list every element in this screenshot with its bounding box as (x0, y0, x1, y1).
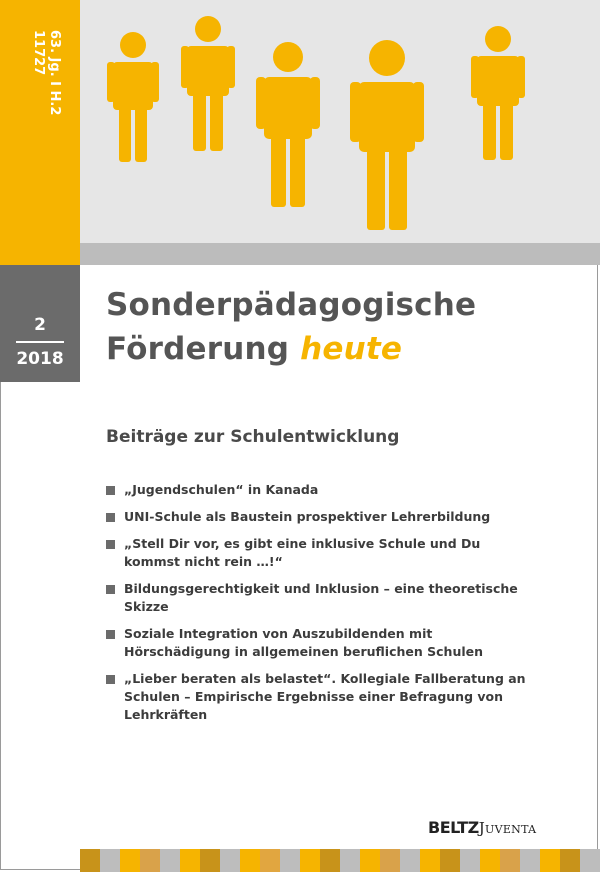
list-item (106, 670, 526, 724)
person-icon (350, 40, 424, 230)
title-main-word: Förderung (106, 331, 290, 367)
stripe-block (500, 849, 520, 872)
decorative-stripe-row (80, 849, 600, 872)
article-title: Soziale Integration von Auszubildenden mit Hörschädigung in allgemeinen beruflichen Schulen (124, 626, 484, 659)
person-icon (471, 26, 525, 160)
stripe-block (420, 849, 440, 872)
stripe-block (260, 849, 280, 872)
contents-list (106, 481, 526, 733)
stripe-block (240, 849, 260, 872)
person-icon (181, 16, 235, 151)
stripe-block (220, 849, 240, 872)
journal-code: 11727 (31, 30, 46, 76)
title-accent-word: heute (300, 331, 403, 367)
stripe-block (120, 849, 140, 872)
stripe-block (540, 849, 560, 872)
article-title: „Jugendschulen“ in Kanada (124, 482, 319, 497)
bullet-square (106, 630, 115, 639)
title-line-1: Sonderpädagogische (106, 287, 477, 323)
stripe-block (580, 849, 600, 872)
stripe-block (160, 849, 180, 872)
stripe-block (280, 849, 300, 872)
issue-box (16, 315, 64, 369)
stripe-block (360, 849, 380, 872)
article-title: UNI-Schule als Baustein prospektiver Lehrerbildung (124, 509, 491, 524)
list-item (106, 508, 526, 526)
bullet-square (106, 585, 115, 594)
volume-text: 63. Jg. I H.2 (47, 30, 62, 116)
stripe-block (520, 849, 540, 872)
issue-number: 2 (34, 315, 46, 335)
stripe-block (100, 849, 120, 872)
divider-bar (80, 243, 600, 265)
article-title: „Stell Dir vor, es gibt eine inklusive Schule und Du kommst nicht rein …!“ (124, 536, 481, 569)
issue-theme: Beiträge zur Schulentwicklung (106, 427, 400, 447)
stripe-block (320, 849, 340, 872)
title-line-2 (106, 327, 476, 371)
list-item (106, 580, 526, 616)
volume-label (30, 30, 62, 115)
stripe-block (380, 849, 400, 872)
stripe-block (200, 849, 220, 872)
publisher-name-1: BELTZ (428, 818, 479, 837)
list-item (106, 535, 526, 571)
stripe-block (80, 849, 100, 872)
article-title: „Lieber beraten als belastet“. Kollegiale Fallberatung an Schulen – Empirische Ergebnisse einer Befragung von Lehrkräften (124, 671, 526, 722)
stripe-block (180, 849, 200, 872)
publisher-name-2: Juventa (478, 819, 537, 837)
person-icon (256, 42, 320, 207)
bullet-square (106, 675, 115, 684)
issue-divider (16, 341, 64, 343)
list-item (106, 481, 526, 499)
bullet-square (106, 486, 115, 495)
stripe-block (300, 849, 320, 872)
stripe-block (460, 849, 480, 872)
spine-accent-block (0, 0, 80, 265)
stripe-block (440, 849, 460, 872)
bullet-square (106, 513, 115, 522)
bullet-square (106, 540, 115, 549)
stripe-block (340, 849, 360, 872)
stripe-block (480, 849, 500, 872)
issue-block (0, 265, 80, 382)
issue-year: 2018 (16, 349, 64, 369)
article-title: Bildungsgerechtigkeit und Inklusion – eine theoretische Skizze (124, 581, 518, 614)
stripe-block (140, 849, 160, 872)
publisher-logo (428, 818, 536, 837)
stripe-block (560, 849, 580, 872)
person-icon (107, 32, 159, 162)
journal-title (106, 283, 476, 371)
stripe-block (400, 849, 420, 872)
list-item (106, 625, 526, 661)
